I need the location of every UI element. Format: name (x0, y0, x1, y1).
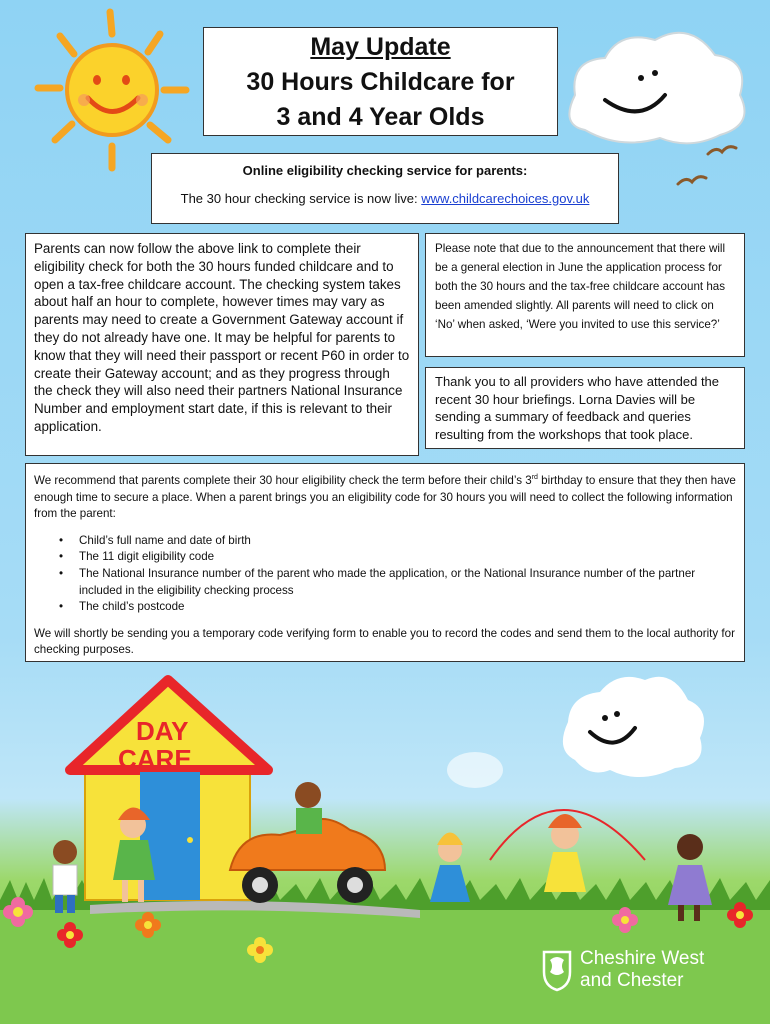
day-care-sign-line2: CARE (118, 744, 192, 774)
recommendation-intro (34, 470, 736, 523)
recommendation-intro-a: We recommend that parents complete their 30 hour eligibility check the term before their child’s 3 (34, 474, 532, 487)
car-illustration (230, 782, 385, 903)
title-line-1: May Update (310, 33, 451, 61)
list-item: • The 11 digit eligibility code (34, 549, 736, 566)
small-cloud-illustration (447, 677, 704, 788)
cloud-illustration (569, 33, 744, 144)
list-item: • The child’s postcode (34, 599, 736, 616)
council-logo (540, 948, 704, 992)
day-care-sign-line1: DAY (136, 716, 189, 746)
childcare-choices-link[interactable]: www.childcarechoices.gov.uk (421, 191, 590, 206)
election-note-box (425, 233, 745, 357)
list-item: • The National Insurance number of the parent who made the application, or the National Insurance number of the partner included in the eligibility checking process (34, 566, 736, 599)
crest-icon (540, 948, 574, 992)
title-box (203, 27, 558, 136)
recommendation-intro-sup: rd (531, 474, 538, 481)
thanks-note-box (425, 367, 745, 449)
list-item: • Child’s full name and date of birth (34, 533, 736, 550)
council-name-line2: and Chester (580, 970, 684, 991)
title-line-3: 3 and 4 Year Olds (276, 103, 485, 131)
online-eligibility-sentence: The 30 hour checking service is now live: (180, 191, 422, 206)
parents-guidance-box (25, 233, 419, 456)
parents-guidance-text: Parents can now follow the above link to complete their eligibility check for both the 30 hours funded childcare and to open a tax-free childcare account. The checking system takes about half an hour to complete, however times may vary as parents may need to create a Government Gateway account if they do not already have one. It may be helpful for parents to know that they will need their passport or recent P60 in order to create their Gateway account; and as they progress through the check they will also need their partners National Insurance Number and employment start date, if this is relevant to their application. (34, 241, 410, 434)
required-information-list (34, 533, 736, 616)
recommendation-box (25, 463, 745, 662)
online-eligibility-heading: Online eligibility checking service for parents: (242, 163, 528, 178)
council-name (580, 948, 704, 992)
thanks-note-text: Thank you to all providers who have attended the recent 30 hour briefings. Lorna Davies will be sending a summary of feedback and queries resulting from the workshops that took place. (435, 374, 720, 442)
birds-illustration (678, 147, 736, 184)
election-note-text: Please note that due to the announcement that there will be a general election in June the application process for both the 30 hours and the tax-free childcare account has been amended slightly. All parents will need to click on ‘No’ when asked, ‘Were you invited to use this service?’ (435, 242, 726, 331)
online-eligibility-text (152, 191, 618, 206)
recommendation-intro-b: birthday to ensure that they then have enough time to secure a place. When a parent brings you an eligibility code for 30 hours you will need to collect the following information from the parent: (34, 474, 736, 521)
recommendation-closing: We will shortly be sending you a temporary code verifying form to enable you to record the codes and send them to the local authority for checking purposes. (34, 626, 735, 657)
online-eligibility-box (151, 153, 619, 224)
sun-illustration (38, 12, 186, 168)
council-name-line1: Cheshire West (580, 948, 705, 969)
title-line-2: 30 Hours Childcare for (246, 68, 515, 96)
